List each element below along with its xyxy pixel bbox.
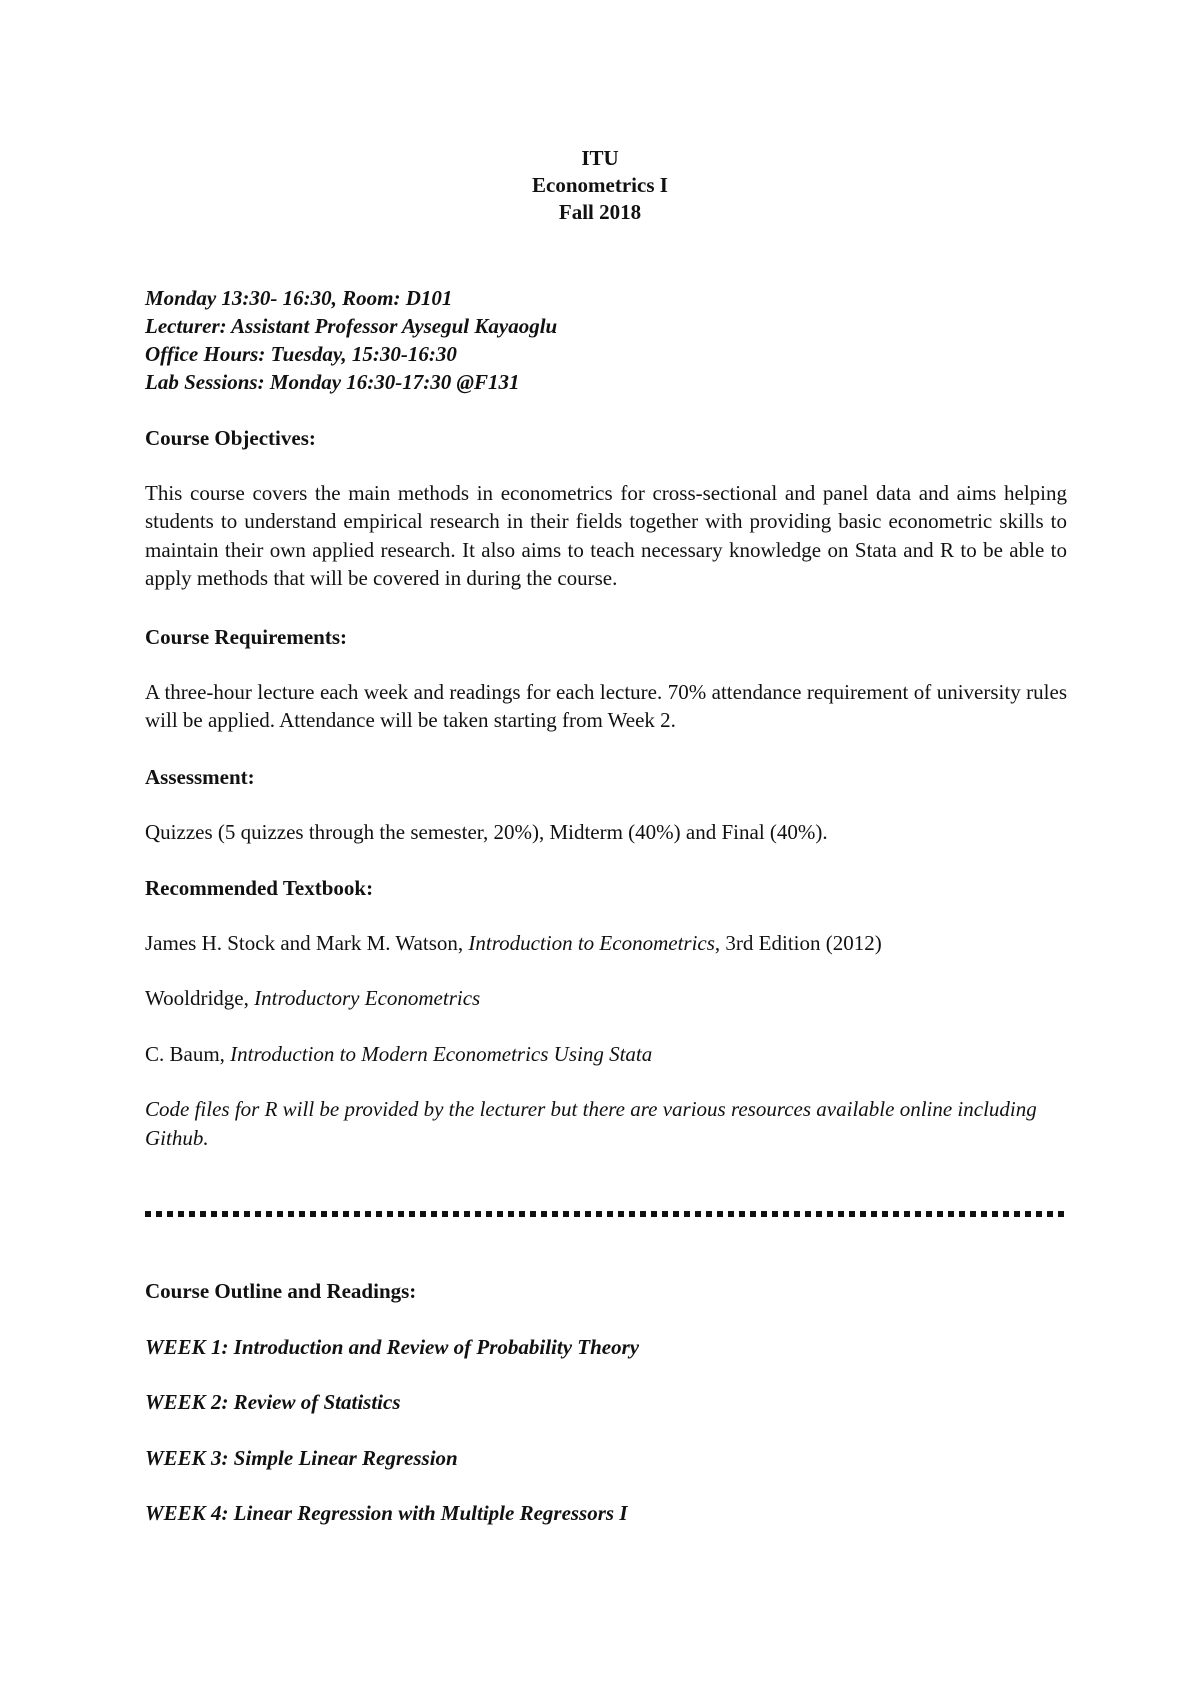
assessment-heading: Assessment: xyxy=(145,765,255,789)
course-term: Fall 2018 xyxy=(558,200,642,224)
schedule-line: Monday 13:30- 16:30, Room: D101 xyxy=(145,286,453,310)
office-hours-line: Office Hours: Tuesday, 15:30-16:30 xyxy=(145,342,457,366)
textbooks-heading: Recommended Textbook: xyxy=(145,876,374,900)
outline-heading: Course Outline and Readings: xyxy=(145,1279,417,1303)
textbooks-section xyxy=(145,874,1067,1152)
textbook-title: Introductory Econometrics xyxy=(254,986,481,1010)
textbook-title: Introduction to Modern Econometrics Using Stata xyxy=(230,1041,653,1066)
outline-section xyxy=(145,1277,1067,1528)
week-item: WEEK 3: Simple Linear Regression xyxy=(145,1445,458,1470)
lecturer-line: Lecturer: Assistant Professor Aysegul Kayaoglu xyxy=(145,314,558,338)
textbook-item: Wooldridge, Introductory Econometrics xyxy=(145,986,481,1010)
week-item: WEEK 1: Introduction and Review of Probability Theory xyxy=(145,1334,640,1359)
lab-sessions-line: Lab Sessions: Monday 16:30-17:30 @F131 xyxy=(145,370,520,394)
week-item: WEEK 4: Linear Regression with Multiple Regressors I xyxy=(145,1501,628,1525)
institution-name: ITU xyxy=(581,146,619,170)
assessment-section xyxy=(145,763,1067,846)
objectives-section xyxy=(145,424,1067,593)
requirements-section xyxy=(145,623,1067,735)
textbook-item: C. Baum, Introduction to Modern Econometrics Using Stata xyxy=(145,1041,653,1066)
textbook-title: Introduction to Econometrics xyxy=(468,930,715,955)
textbook-item: James H. Stock and Mark M. Watson, Introduction to Econometrics, 3rd Edition (2012) xyxy=(145,930,882,955)
objectives-text: This course covers the main methods in econometrics for cross-sectional and panel data and aims helping students to understand empirical research in their fields together with providing basic econometric skills to maintain their own applied research. It also aims to teach necessary knowledge on Stata and R to be able to apply methods that will be covered in during the course. xyxy=(145,480,1067,590)
code-files-note: Code files for R will be provided by the lecturer but there are various resources available online including Github. xyxy=(145,1097,1037,1150)
course-name: Econometrics I xyxy=(532,173,668,197)
week-item: WEEK 2: Review of Statistics xyxy=(145,1390,401,1414)
requirements-heading: Course Requirements: xyxy=(145,625,348,649)
objectives-heading: Course Objectives: xyxy=(145,426,316,450)
requirements-text: A three-hour lecture each week and readings for each lecture. 70% attendance requirement of university rules will be applied. Attendance will be taken starting from Week 2. xyxy=(145,679,1067,732)
dotted-divider xyxy=(145,1211,1065,1217)
assessment-text: Quizzes (5 quizzes through the semester, 20%), Midterm (40%) and Final (40%). xyxy=(145,819,828,844)
document-title-block xyxy=(0,145,1200,226)
course-info-block xyxy=(145,284,557,396)
